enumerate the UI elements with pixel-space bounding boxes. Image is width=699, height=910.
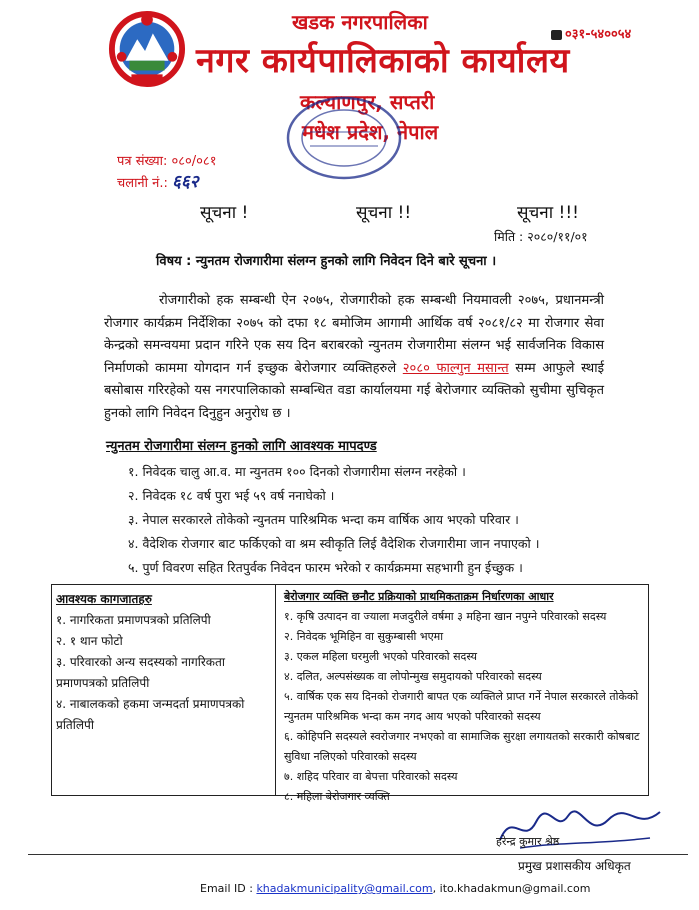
municipality-name: खडक नगरपालिका — [292, 10, 428, 34]
email-separator: , — [432, 882, 440, 895]
office-stamp-icon — [282, 92, 406, 184]
signatory-name: हरेन्द्र कुमार श्रेष्ठ — [496, 835, 560, 848]
priority-title: बेरोजगार व्यक्ति छनौट प्रक्रियाको प्राथमिकताक्रम निर्धारणका आधार — [284, 590, 554, 603]
priority-item: ५. वार्षिक एक सय दिनको रोजगारी बापत एक व्यक्तिले प्राप्त गर्ने नेपाल सरकारले तोकेको न्युनतम पारिश्रमिक भन्दा कम नगद आय भएको परिवारको सदस्य — [284, 690, 639, 723]
notice-subject: विषय : न्युनतम रोजगारीमा संलग्न हुनको लागि निवेदन दिने बारे सूचना । — [156, 254, 497, 269]
criteria-item: ४. वैदेशिक रोजगार बाट फर्किएको वा श्रम स्वीकृति लिई वैदेशिक रोजगारीमा जान नपाएको । — [128, 536, 540, 551]
address-line-2: मधेश प्रदेश, नेपाल — [302, 120, 439, 144]
footer-email — [200, 882, 590, 895]
dispatch-number: ६६२ — [172, 172, 199, 192]
criteria-title: न्युनतम रोजगारीमा संलग्न हुनको लागि आवश्यक मापदण्ड — [106, 439, 377, 454]
documents-column — [56, 589, 268, 736]
priority-item: ८. महिला बेरोजगार व्यक्ति — [284, 790, 390, 803]
table-divider — [275, 585, 276, 795]
document-item: १. नागरिकता प्रमाणपत्रको प्रतिलिपी — [56, 613, 211, 627]
notice-date: मिति : २०८०/११/०१ — [494, 229, 588, 244]
requirements-table — [51, 584, 649, 803]
priority-item: ६. कोहिपनि सदस्यले स्वरोजगार नभएको वा सामाजिक सुरक्षा लगायतको सरकारी कोषबाट सुविधा नलिएको परिवारको सदस्य — [284, 730, 640, 763]
nepal-emblem-logo — [108, 10, 186, 88]
phone-text: ०३१-५४००५४ — [565, 27, 632, 42]
email-label: Email ID : — [200, 882, 257, 895]
address-line-1: कल्याणपुर, सप्तरी — [300, 90, 435, 114]
letter-number-label: पत्र संख्या: — [117, 154, 168, 169]
phone-number — [551, 24, 631, 42]
notice-heading-3: सूचना !!! — [517, 203, 579, 223]
documents-title: आवश्यक कागजातहरु — [56, 592, 152, 606]
letter-number: ०८०/०८१ — [171, 154, 217, 169]
office-title: नगर कार्यपालिकाको कार्यालय — [196, 41, 570, 81]
phone-icon — [551, 30, 562, 40]
document-item: ३. परिवारको अन्य सदस्यको नागरिकता प्रमाणपत्रको प्रतिलिपी — [56, 655, 225, 690]
signature-divider — [28, 854, 688, 855]
signatory-title: प्रमुख प्रशासकीय अधिकृत — [518, 859, 631, 873]
priority-item: ३. एकल महिला घरमुली भएको परिवारको सदस्य — [284, 650, 478, 663]
priority-item: १. कृषि उत्पादन वा ज्याला मजदुरीले वर्षमा ३ महिना खान नपुग्ने परिवारको सदस्य — [284, 610, 607, 623]
notice-heading-2: सूचना !! — [356, 203, 412, 223]
email-link-1[interactable]: khadakmunicipality@gmail.com — [256, 882, 433, 895]
dispatch-number-label: चलानी नं.: — [117, 176, 168, 191]
criteria-list — [128, 460, 539, 580]
priority-item: २. निवेदक भूमिहिन वा सुकुम्बासी भएमा — [284, 630, 444, 643]
notice-body — [104, 290, 604, 425]
priority-column — [284, 587, 644, 807]
criteria-item: ५. पुर्ण विवरण सहित रितपुर्वक निवेदन फारम भरेको र कार्यक्रममा सहभागी हुन ईच्छुक । — [128, 560, 523, 575]
letter-number-row — [117, 152, 216, 172]
deadline-highlight: २०८० फाल्गुन मसान्त — [402, 360, 509, 376]
body-part-2: सम्म आफुले स्थाई बसोबास गरिरहेको यस नगरपालिकाको सम्बन्धित वडा कार्यालयमा गई बेरोजगार व्यक्तिको सुचीमा सुचिकृत हुनको लागि निवेदन दिनुहुन अनुरोध छ । — [104, 360, 604, 421]
criteria-item: १. निवेदक चालु आ.व. मा न्युनतम १०० दिनको रोजगारीमा संलग्न नरहेको । — [128, 464, 466, 479]
body-part-1: रोजगारीको हक सम्बन्धी ऐन २०७५, रोजगारीको हक सम्बन्धी नियमावली २०७५, प्रधानमन्त्री रोजगार कार्यक्रम निर्देशिका २०७५ को दफा १८ बमोजिम आगामी आर्थिक वर्ष २०८१/८२ मा रोजगार सेवा केन्द्रको समन्वयमा प्रदान गरिने एक सय दिन बराबरको न्युनतम रोजगारीमा संलग्न भई सार्वजनिक विकास निर्माणको काममा योगदान गर्न इच्छुक बेरोजगार व्यक्तिहरुले — [104, 293, 604, 376]
criteria-item: २. निवेदक १८ वर्ष पुरा भई ५९ वर्ष ननाघेको । — [128, 488, 335, 503]
document-item: २. १ थान फोटो — [56, 634, 123, 648]
email-text-2: ito.khadakmun@gmail.com — [439, 882, 591, 895]
priority-item: ४. दलित, अल्पसंख्यक वा लोपोन्मुख समुदायको परिवारको सदस्य — [284, 670, 542, 683]
document-item: ४. नाबालकको हकमा जन्मदर्ता प्रमाणपत्रको प्रतिलिपी — [56, 697, 245, 732]
reference-block — [117, 152, 216, 194]
criteria-item: ३. नेपाल सरकारले तोकेको न्युनतम पारिश्रमिक भन्दा कम वार्षिक आय भएको परिवार । — [128, 512, 519, 527]
notice-heading-1: सूचना ! — [200, 203, 249, 223]
priority-item: ७. शहिद परिवार वा बेपत्ता परिवारको सदस्य — [284, 770, 458, 783]
dispatch-number-row — [117, 172, 216, 194]
